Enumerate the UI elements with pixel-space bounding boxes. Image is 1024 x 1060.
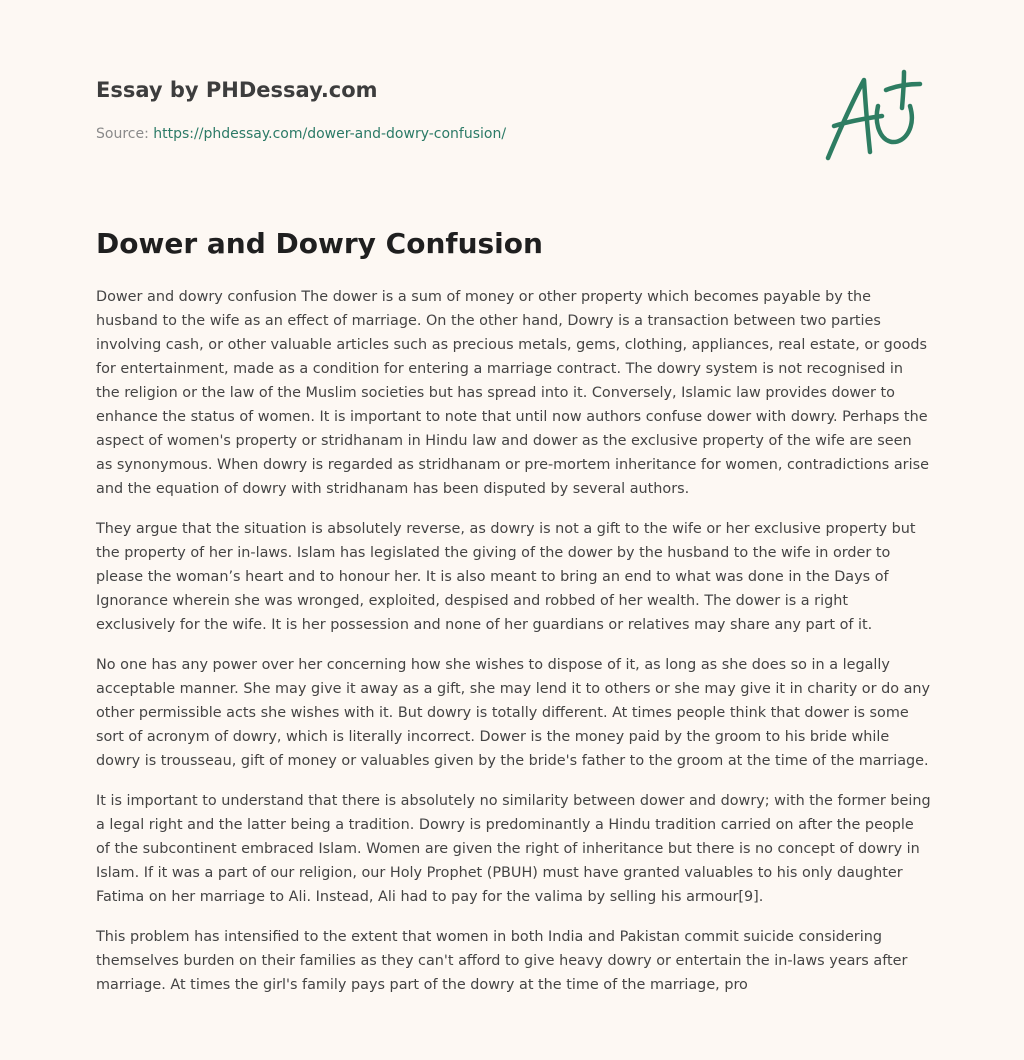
essay-header — [96, 76, 796, 144]
essay-body — [96, 285, 931, 1013]
a-plus-grade-icon — [820, 66, 930, 166]
brand-title: Essay by PHDessay.com — [96, 78, 378, 102]
source-link[interactable]: https://phdessay.com/dower-and-dowry-confusion/ — [153, 126, 507, 142]
essay-paragraph: No one has any power over her concerning how she wishes to dispose of it, as long as she does so in a legally acceptable manner. She may give it away as a gift, she may lend it to others or she may give it in charity or do any other permissible acts she wishes with it. But dowry is totally different. At times people think that dower is some sort of acronym of dowry, which is literally incorrect. Dower is the money paid by the groom to his bride while dowry is trousseau, gift of money or valuables given by the bride's father to the groom at the time of the marriage. — [96, 657, 931, 769]
source-line — [96, 124, 796, 144]
source-label: Source: — [96, 126, 154, 142]
essay-paragraph: This problem has intensified to the extent that women in both India and Pakistan commit suicide considering themselves burden on their families as they can't afford to give heavy dowry or entertain the in-laws years after marriage. At times the girl's family pays part of the dowry at the time of the marriage, pro — [96, 929, 908, 993]
essay-paragraph: They argue that the situation is absolutely reverse, as dowry is not a gift to the wife or her exclusive property but the property of her in-laws. Islam has legislated the giving of the dower by the husband to the wife in order to please the woman’s heart and to honour her. It is also meant to bring an end to what was done in the Days of Ignorance wherein she was wronged, exploited, despised and robbed of her wealth. The dower is a right exclusively for the wife. It is her possession and none of her guardians or relatives may share any part of it. — [96, 521, 916, 633]
essay-title: Dower and Dowry Confusion — [96, 227, 543, 260]
essay-paragraph: Dower and dowry confusion The dower is a sum of money or other property which becomes payable by the husband to the wife as an effect of marriage. On the other hand, Dowry is a transaction between two parties involving cash, or other valuable articles such as precious metals, gems, clothing, appliances, real estate, or goods for entertainment, made as a condition for entering a marriage contract. The dowry system is not recognised in the religion or the law of the Muslim societies but has spread into it. Conversely, Islamic law provides dower to enhance the status of women. It is important to note that until now authors confuse dower with dowry. Perhaps the aspect of women's property or stridhanam in Hindu law and dower as the exclusive property of the wife are seen as synonymous. When dowry is regarded as stridhanam or pre-mortem inheritance for women, contradictions arise and the equation of dowry with stridhanam has been disputed by several authors. — [96, 289, 929, 497]
essay-paragraph: It is important to understand that there is absolutely no similarity between dower and dowry; with the former being a legal right and the latter being a tradition. Dowry is predominantly a Hindu tradition carried on after the people of the subcontinent embraced Islam. Women are given the right of inheritance but there is no concept of dowry in Islam. If it was a part of our religion, our Holy Prophet (PBUH) must have granted valuables to his only daughter Fatima on her marriage to Ali. Instead, Ali had to pay for the valima by selling his armour[9]. — [96, 793, 931, 905]
